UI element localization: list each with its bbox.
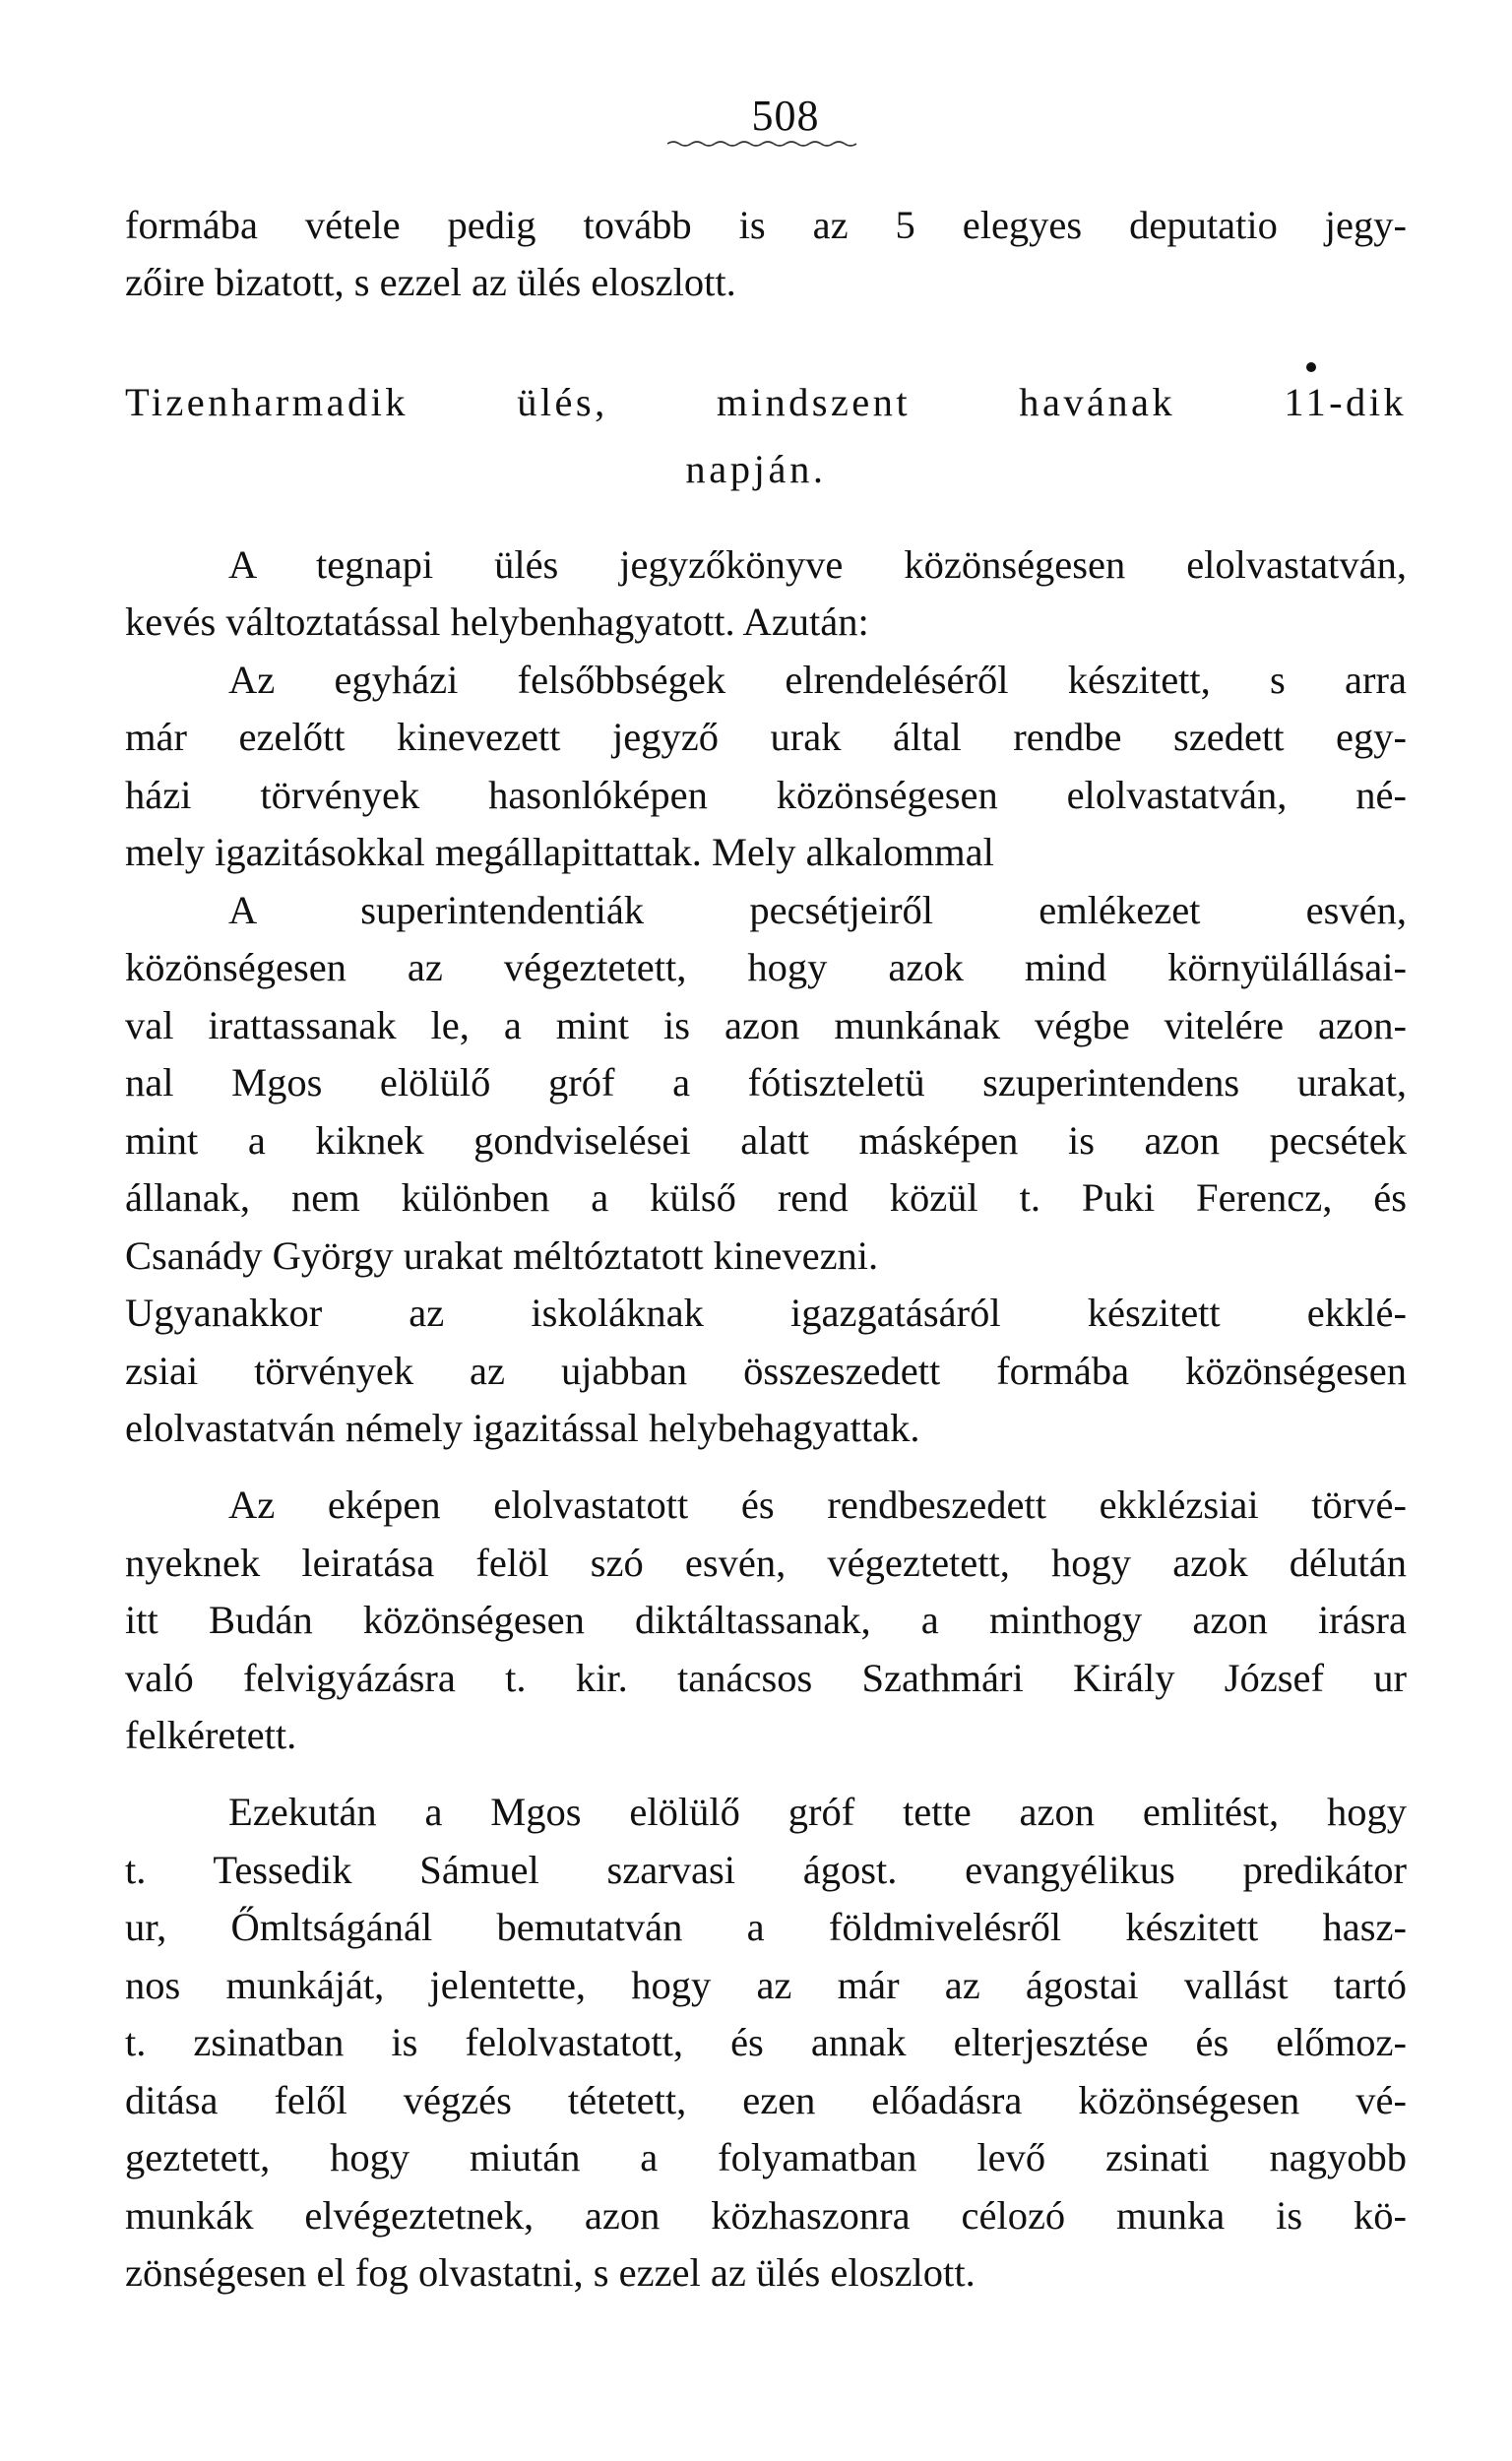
text-line: már ezelőtt kinevezett jegyző urak által rendbe szedett egy- xyxy=(125,715,1407,759)
text-line: munkák elvégeztetnek, azon közhaszonra célozó munka is kö- xyxy=(125,2193,1407,2238)
text-line: Csanády György urakat méltóztatott kinevezni. xyxy=(125,1233,879,1278)
text-line: mely igazitásokkal megállapittattak. Mely alkalommal xyxy=(125,830,994,874)
text-line: Az egyházi felsőbbségek elrendeléséről készitett, s arra xyxy=(228,658,1407,702)
text-line: házi törvények hasonlóképen közönségesen elolvastatván, né- xyxy=(125,773,1407,817)
section-heading: Tizenharmadik ülés, mindszent havának 11-dik xyxy=(125,380,1407,424)
text-line: ditása felől végzés tétetett, ezen előadásra közönségesen vé- xyxy=(125,2078,1407,2122)
text-line: formába vétele pedig tovább is az 5 elegyes deputatio jegy- xyxy=(125,203,1407,247)
text-line: t. zsinatban is felolvastatott, és annak elterjesztése és előmoz- xyxy=(125,2020,1407,2064)
text-line: zőire bizatott, s ezzel az ülés eloszlott. xyxy=(125,260,736,304)
text-line: zönségesen el fog olvastatni, s ezzel az ülés eloszlott. xyxy=(125,2250,976,2295)
text-line: nyeknek leiratása felöl szó esvén, végeztetett, hogy azok délután xyxy=(125,1541,1407,1585)
text-line: A tegnapi ülés jegyzőkönyve közönségesen elolvastatván, xyxy=(228,542,1407,587)
text-line: geztetett, hogy miután a folyamatban levő zsinati nagyobb xyxy=(125,2135,1407,2179)
text-line: nal Mgos elölülő gróf a fótiszteletü szuperintendens urakat, xyxy=(125,1060,1407,1104)
text-line: való felvigyázásra t. kir. tanácsos Szathmári Király József ur xyxy=(125,1656,1407,1700)
text-line: közönségesen az végeztetett, hogy azok mind környülállásai- xyxy=(125,945,1407,989)
text-line: val irattassanak le, a mint is azon munkának végbe vitelére azon- xyxy=(125,1003,1407,1047)
text-line: Ugyanakkor az iskoláknak igazgatásáról készitett ekklé- xyxy=(125,1291,1407,1335)
text-line: A superintendentiák pecsétjeiről emlékezet esvén, xyxy=(228,888,1407,932)
page-number: 508 xyxy=(751,92,820,140)
text-line: mint a kiknek gondviselései alatt másképen is azon pecsétek xyxy=(125,1118,1407,1163)
decorative-wavy-rule xyxy=(667,140,864,148)
ink-dot xyxy=(1306,362,1316,372)
text-line: nos munkáját, jelentette, hogy az már az ágostai vallást tartó xyxy=(125,1963,1407,2007)
text-line: zsiai törvények az ujabban összeszedett formába közönségesen xyxy=(125,1349,1407,1393)
text-line: állanak, nem különben a külső rend közül t. Puki Ferencz, és xyxy=(125,1175,1407,1220)
text-line: Az eképen elolvastatott és rendbeszedett ekklézsiai törvé- xyxy=(228,1483,1407,1527)
text-line: kevés változtatással helybenhagyatott. Azután: xyxy=(125,599,869,644)
text-line: itt Budán közönségesen diktáltassanak, a minthogy azon irásra xyxy=(125,1598,1407,1642)
text-line: ur, Őmltságánál bemutatván a földmivelésről készitett hasz- xyxy=(125,1905,1407,1949)
text-line: t. Tessedik Sámuel szarvasi ágost. evangyélikus predikátor xyxy=(125,1848,1407,1892)
text-line: Ezekután a Mgos elölülő gróf tette azon emlitést, hogy xyxy=(228,1790,1407,1834)
section-heading-continued: napján. xyxy=(685,447,827,491)
text-line: felkéretett. xyxy=(125,1713,297,1757)
text-line: elolvastatván némely igazitással helybehagyattak. xyxy=(125,1406,920,1450)
